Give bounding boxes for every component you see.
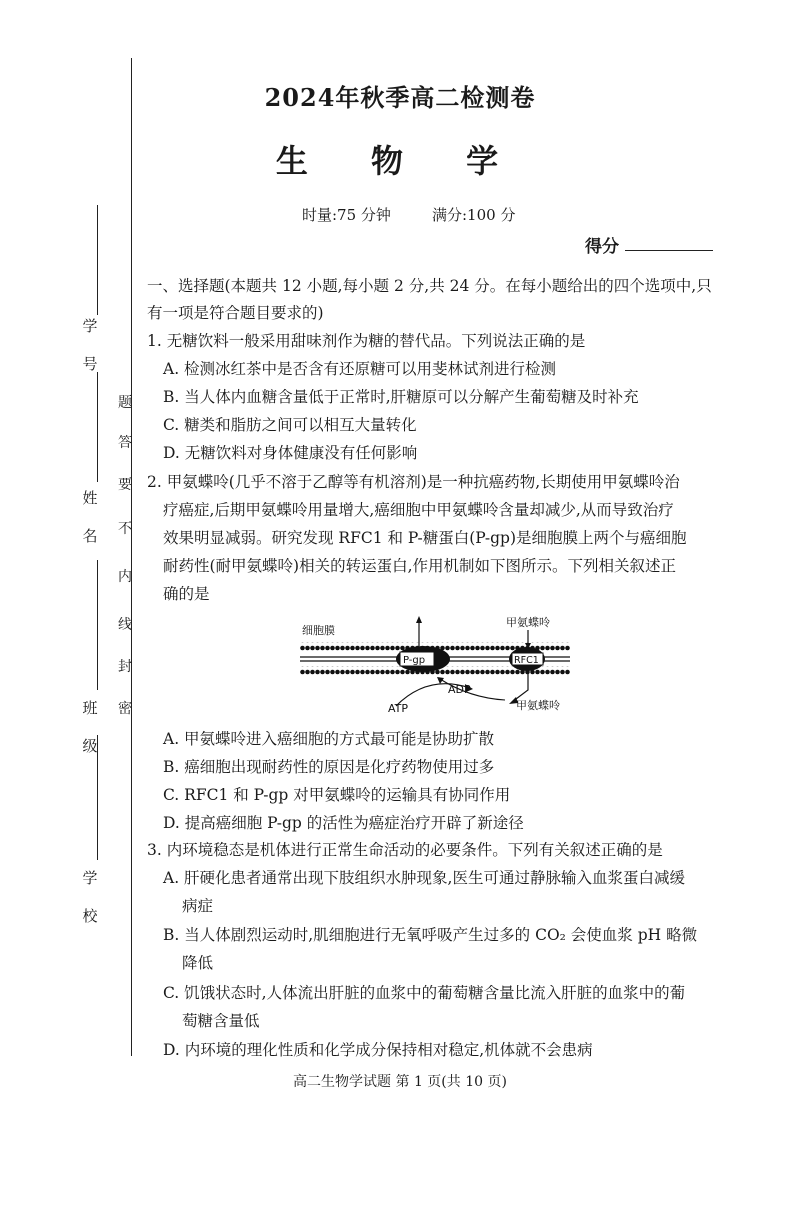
exam-subject: 生 物 学 xyxy=(275,142,525,180)
q3-option-a-cont: 病症 xyxy=(182,897,214,915)
q2-stem-1: 2. 甲氨蝶呤(几乎不溶于乙醇等有机溶剂)是一种抗癌药物,长期使用甲氨蝶呤治 xyxy=(147,473,680,491)
q2-option-c[interactable]: C. RFC1 和 P-gp 对甲氨蝶呤的运输具有协同作用 xyxy=(163,786,511,804)
adp-label: ADP xyxy=(448,683,471,696)
q3-option-a[interactable]: A. 肝硬化患者通常出现下肢组织水肿现象,医生可通过静脉输入血浆蛋白减缓 xyxy=(163,869,685,887)
school-label: 学 校 xyxy=(82,869,98,925)
school-blank[interactable] xyxy=(97,735,98,860)
name-label: 姓 名 xyxy=(82,489,98,545)
section-heading-line2: 有一项是符合题目要求的) xyxy=(147,304,324,322)
page-footer: 高二生物学试题 第 1 页(共 10 页) xyxy=(293,1074,507,1090)
binding-line xyxy=(131,58,132,1056)
score-blank[interactable] xyxy=(625,250,713,251)
q3-option-c-cont: 萄糖含量低 xyxy=(182,1012,260,1030)
student-id-blank[interactable] xyxy=(97,205,98,315)
q1-option-a[interactable]: A. 检测冰红茶中是否含有还原糖可以用斐林试剂进行检测 xyxy=(163,360,557,378)
drug-inside-label: 甲氨蝶呤 xyxy=(516,699,560,712)
rfc1-label: RFC1 xyxy=(514,655,539,666)
q2-stem-2: 疗癌症,后期甲氨蝶呤用量增大,癌细胞中甲氨蝶呤含量却减少,从而导致治疗 xyxy=(163,501,674,519)
name-blank[interactable] xyxy=(97,372,98,482)
q3-option-b-cont: 降低 xyxy=(182,954,214,972)
q2-stem-3: 效果明显减弱。研究发现 RFC1 和 P-糖蛋白(P-gp)是细胞膜上两个与癌细胞 xyxy=(163,529,687,547)
q2-stem-5: 确的是 xyxy=(163,585,210,603)
class-label: 班 级 xyxy=(82,699,98,755)
pgp-label: P-gp xyxy=(403,655,426,666)
exam-full-score: 满分:100 分 xyxy=(432,206,516,224)
exam-duration: 时量:75 分钟 xyxy=(302,206,391,224)
exam-title: 2024年秋季高二检测卷 xyxy=(264,83,536,112)
section-heading-line1: 一、选择题(本题共 12 小题,每小题 2 分,共 24 分。在每小题给出的四个选项中,只 xyxy=(147,277,712,295)
q1-option-d[interactable]: D. 无糖饮料对身体健康没有任何影响 xyxy=(163,444,418,462)
q3-stem: 3. 内环境稳态是机体进行正常生命活动的必要条件。下列有关叙述正确的是 xyxy=(147,841,663,859)
drug-transfer-arrow xyxy=(512,671,528,702)
q3-option-d[interactable]: D. 内环境的理化性质和化学成分保持相对稳定,机体就不会患病 xyxy=(163,1041,593,1059)
q1-option-b[interactable]: B. 当人体内血糖含量低于正常时,肝糖原可以分解产生葡萄糖及时补充 xyxy=(163,388,639,406)
efflux-arrowhead xyxy=(416,616,422,623)
membrane-label: 细胞膜 xyxy=(302,624,335,637)
membrane-transport-diagram xyxy=(300,612,590,716)
q1-option-c[interactable]: C. 糖类和脂肪之间可以相互大量转化 xyxy=(163,416,417,434)
class-blank[interactable] xyxy=(97,560,98,690)
student-id-label: 学 号 xyxy=(82,317,98,373)
q2-option-d[interactable]: D. 提高癌细胞 P-gp 的活性为癌症治疗开辟了新途径 xyxy=(163,814,524,832)
q1-stem: 1. 无糖饮料一般采用甜味剂作为糖的替代品。下列说法正确的是 xyxy=(147,332,586,350)
q2-option-b[interactable]: B. 癌细胞出现耐药性的原因是化疗药物使用过多 xyxy=(163,758,495,776)
q2-option-a[interactable]: A. 甲氨蝶呤进入癌细胞的方式最可能是协助扩散 xyxy=(163,730,495,748)
drug-outside-label: 甲氨蝶呤 xyxy=(506,616,550,629)
score-label: 得分 xyxy=(585,237,619,257)
q3-option-c[interactable]: C. 饥饿状态时,人体流出肝脏的血浆中的葡萄糖含量比流入肝脏的血浆中的葡 xyxy=(163,984,686,1002)
q2-stem-4: 耐药性(耐甲氨蝶呤)相关的转运蛋白,作用机制如下图所示。下列相关叙述正 xyxy=(163,557,677,575)
atp-label: ATP xyxy=(388,702,409,715)
q3-option-b[interactable]: B. 当人体剧烈运动时,肌细胞进行无氧呼吸产生过多的 CO₂ 会使血浆 pH 略微 xyxy=(163,926,698,944)
